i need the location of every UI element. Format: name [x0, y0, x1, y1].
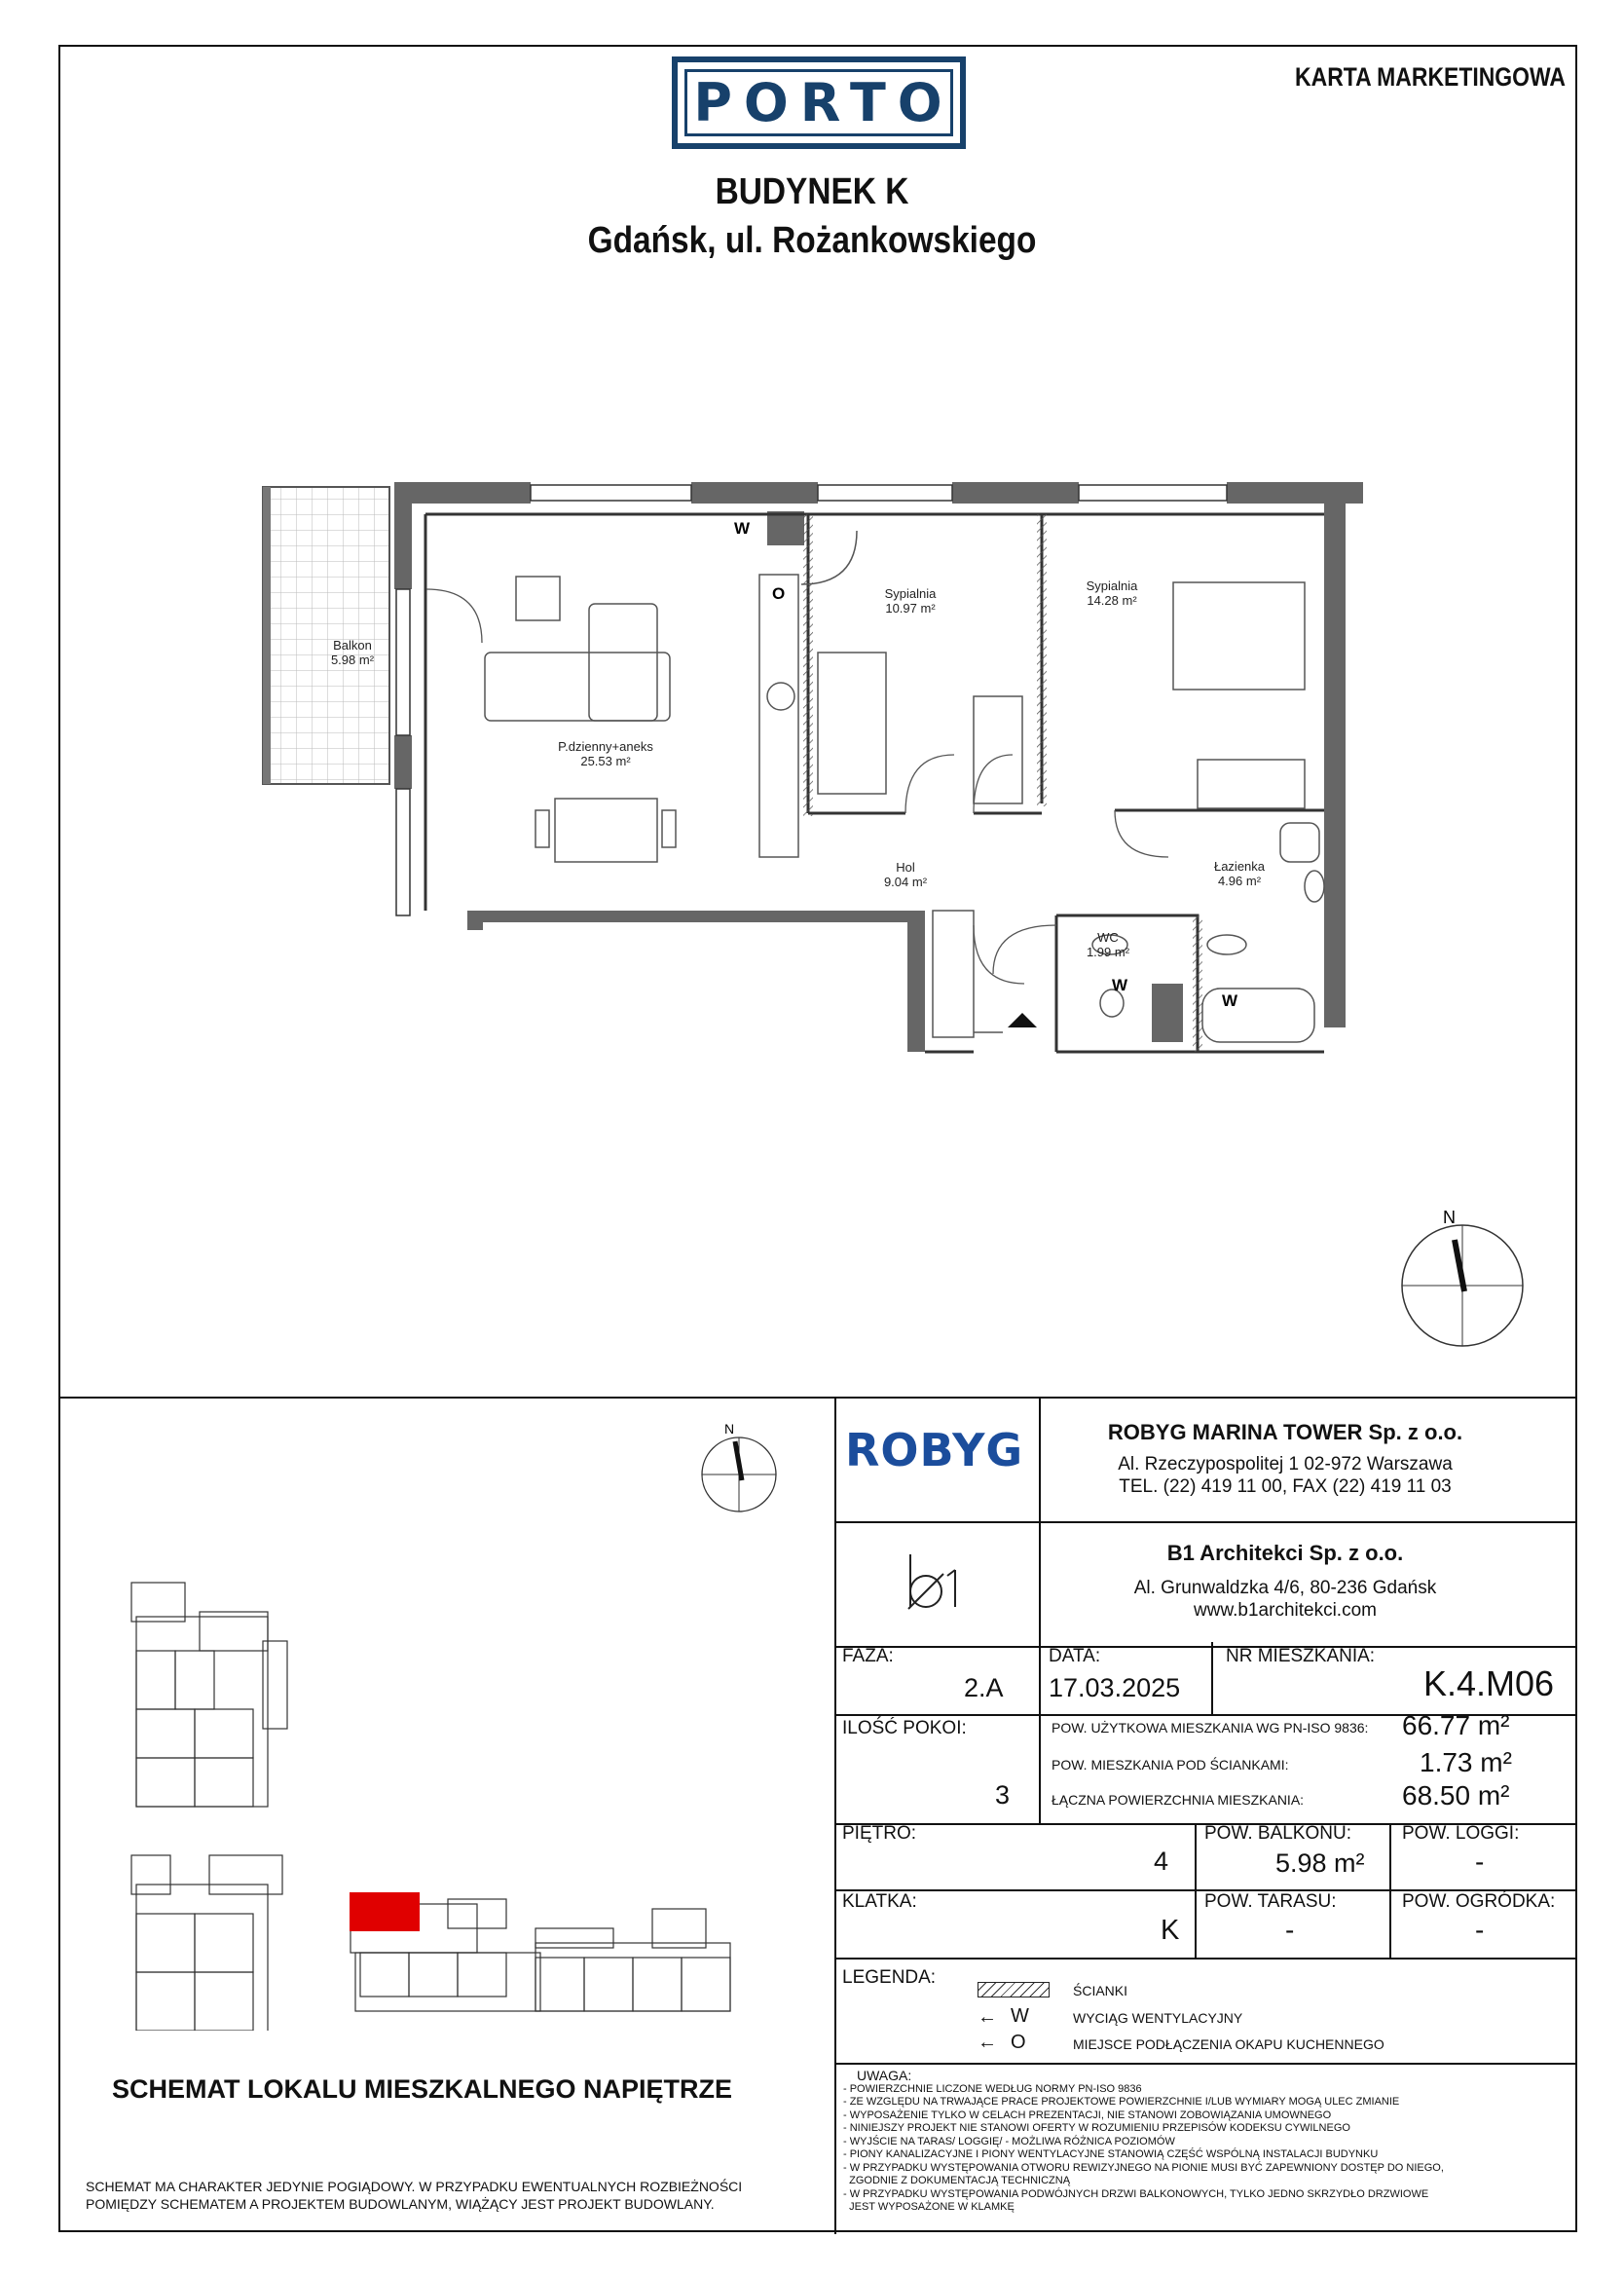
- ogrodek-value: -: [1475, 1915, 1485, 1945]
- porto-logo-text: PORTO: [684, 69, 953, 136]
- klatka-label: KLATKA:: [842, 1891, 917, 1912]
- pietro-value: 4: [1154, 1847, 1169, 1876]
- sypialnia1-label: Sypialnia: [884, 586, 937, 601]
- loggia-value: -: [1475, 1847, 1485, 1877]
- robyg-logo: ROBYG: [845, 1424, 1024, 1476]
- note-item: - POWIERZCHNIE LICZONE WEDŁUG NORMY PN-ISO 9836: [843, 2082, 1142, 2095]
- pow-laczna-label: ŁĄCZNA POWIERZCHNIA MIESZKANIA:: [1052, 1792, 1305, 1808]
- legend-walls-swatch: [978, 1982, 1050, 1997]
- document-type: KARTA MARKETINGOWA: [1295, 62, 1566, 92]
- hood-marker-kitchen: O: [772, 584, 786, 603]
- developer-address: Al. Rzeczypospolitej 1 02-972 Warszawa: [1118, 1454, 1453, 1474]
- taras-value: -: [1285, 1915, 1295, 1945]
- sypialnia1-area: 10.97 m²: [885, 601, 936, 616]
- legend-walls-text: ŚCIANKI: [1073, 1983, 1128, 1998]
- balkon-field-value: 5.98 m²: [1275, 1848, 1365, 1878]
- legend-vent-symbol: W: [1011, 2005, 1029, 2027]
- hol-label: Hol: [896, 860, 915, 875]
- legend-label: LEGENDA:: [842, 1967, 937, 1988]
- legend-hood-arrow: ←: [978, 2032, 997, 2053]
- dzienny-area: 25.53 m²: [580, 754, 631, 768]
- hol-area: 9.04 m²: [883, 875, 928, 889]
- compass-small: [695, 1420, 783, 1517]
- pow-sc-label: POW. MIESZKANIA POD ŚCIANKAMI:: [1052, 1757, 1289, 1773]
- legend-hood-symbol: O: [1011, 2032, 1026, 2053]
- loggia-label: POW. LOGGI:: [1402, 1823, 1520, 1844]
- pokoje-label: ILOŚĆ POKOI:: [842, 1718, 967, 1738]
- porto-logo: [672, 56, 966, 149]
- compass-large-north: N: [1443, 1208, 1456, 1227]
- ogrodek-label: POW. OGRÓDKA:: [1402, 1891, 1556, 1912]
- apartment-highlight: [350, 1892, 420, 1931]
- pow-sc-value: 1.73 m²: [1420, 1747, 1512, 1777]
- floor-plan: [234, 467, 1373, 1071]
- note-item: - WYPOSAŻENIE TYLKO W CELACH PREZENTACJI, NIE STANOWI ZOBOWIĄZANIA UMOWNEGO: [843, 2109, 1332, 2121]
- balkon-label: Balkon: [333, 638, 372, 653]
- data-label: DATA:: [1049, 1646, 1101, 1666]
- pow-uz-value: 66.77 m²: [1402, 1710, 1510, 1740]
- key-plan: [117, 1573, 740, 2031]
- lazienka-area: 4.96 m²: [1217, 874, 1262, 888]
- compass-small-north: N: [724, 1421, 735, 1437]
- faza-value: 2.A: [964, 1673, 1004, 1702]
- taras-label: POW. TARASU:: [1204, 1891, 1337, 1912]
- building-address: Gdańsk, ul. Rożankowskiego: [587, 220, 1037, 261]
- dzienny-label: P.dzienny+aneks: [558, 739, 653, 754]
- vent-marker-wc: W: [1112, 976, 1128, 994]
- vent-marker-bath: W: [1222, 991, 1238, 1010]
- note-item: - ZE WZGLĘDU NA TRWAJĄCE PRACE PROJEKTOWE POWIERZCHNIE I/LUB WYMIARY MOGĄ ULEC ZMIANIE: [843, 2096, 1400, 2108]
- note-item: - NINIEJSZY PROJEKT NIE STANOWI OFERTY W ROZUMIENIU PRZEPISÓW KODEKSU CYWILNEGO: [843, 2122, 1350, 2134]
- note-item: - WYJŚCIE NA TARAS/ LOGGIĘ/ - MOŻLIWA RÓŻNICA POZIOMÓW: [843, 2135, 1175, 2147]
- vent-marker-kitchen: W: [734, 519, 751, 538]
- notes-title: UWAGA:: [857, 2068, 912, 2083]
- balkon-field-label: POW. BALKONU:: [1204, 1823, 1351, 1844]
- wc-label: WC: [1097, 930, 1119, 945]
- schema-title: SCHEMAT LOKALU MIESZKALNEGO NAPIĘTRZE: [112, 2074, 732, 2104]
- pow-laczna-value: 68.50 m²: [1402, 1780, 1510, 1810]
- compass-large: [1394, 1206, 1531, 1352]
- disclaimer-line: POMIĘDZY SCHEMATEM A PROJEKTEM BUDOWLANYM, WIĄŻĄCY JEST PROJEKT BUDOWLANY.: [86, 2196, 715, 2212]
- data-value: 17.03.2025: [1049, 1673, 1181, 1702]
- entrance-marker: [1008, 1013, 1037, 1027]
- schema-disclaimer: [86, 2178, 835, 2213]
- pietro-label: PIĘTRO:: [842, 1823, 917, 1844]
- nr-label: NR MIESZKANIA:: [1226, 1646, 1376, 1666]
- architect-address: Al. Grunwaldzka 4/6, 80-236 Gdańsk: [1133, 1578, 1437, 1598]
- sypialnia2-label: Sypialnia: [1086, 579, 1138, 593]
- pow-uz-label: POW. UŻYTKOWA MIESZKANIA WG PN-ISO 9836:: [1052, 1720, 1369, 1736]
- wc-area: 1.99 m²: [1086, 945, 1130, 959]
- klatka-value: K: [1161, 1915, 1180, 1946]
- note-item: - PIONY KANALIZACYJNE I PIONY WENTYLACYJNE STANOWIĄ CZĘŚĆ WSPÓLNĄ INSTALACJI BUDYNKU: [843, 2148, 1379, 2160]
- legend-vent-text: WYCIĄG WENTYLACYJNY: [1073, 2010, 1243, 2026]
- developer-phone: TEL. (22) 419 11 00, FAX (22) 419 11 03: [1119, 1476, 1452, 1497]
- note-item: JEST WYPOSAŻONE W KLAMKĘ: [843, 2201, 1015, 2213]
- note-item: - W PRZYPADKU WYSTĘPOWANIA PODWÓJNYCH DRZWI BALKONOWYCH, TYLKO JEDNO SKRZYDŁO DRZWIOWE: [843, 2187, 1429, 2200]
- note-item: ZGODNIE Z DOKUMENTACJĄ TECHNICZNĄ: [843, 2175, 1071, 2186]
- sypialnia2-area: 14.28 m²: [1087, 593, 1137, 608]
- developer-name: ROBYG MARINA TOWER Sp. z o.o.: [1107, 1420, 1463, 1444]
- architect-name: B1 Architekci Sp. z o.o.: [1166, 1541, 1404, 1565]
- disclaimer-line: SCHEMAT MA CHARAKTER JEDYNIE POGIĄDOWY. W PRZYPADKU EWENTUALNYCH ROZBIEŻNOŚCI: [86, 2179, 743, 2194]
- legend-hood-text: MIEJSCE PODŁĄCZENIA OKAPU KUCHENNEGO: [1073, 2036, 1384, 2052]
- b1-logo-icon: [901, 1547, 969, 1615]
- notes: [843, 2070, 1564, 2215]
- pokoje-value: 3: [995, 1780, 1011, 1810]
- balcony-area: [263, 487, 389, 784]
- faza-label: FAZA:: [842, 1646, 894, 1666]
- legend-vent-arrow: ←: [978, 2006, 997, 2028]
- lazienka-label: Łazienka: [1213, 859, 1266, 874]
- b1-logo: [901, 1547, 969, 1620]
- exterior-walls: [394, 482, 1363, 1052]
- nr-value: K.4.M06: [1423, 1663, 1555, 1703]
- architect-www: www.b1architekci.com: [1194, 1600, 1377, 1621]
- note-item: - W PRZYPADKU WYSTĘPOWANIA OTWORU REWIZYJNEGO NA PIONIE MUSI BYĆ ZAPEWNIONY DOSTĘP DO NIEGO,: [843, 2161, 1444, 2174]
- balkon-area: 5.98 m²: [330, 653, 375, 667]
- building-title: BUDYNEK K: [715, 171, 909, 212]
